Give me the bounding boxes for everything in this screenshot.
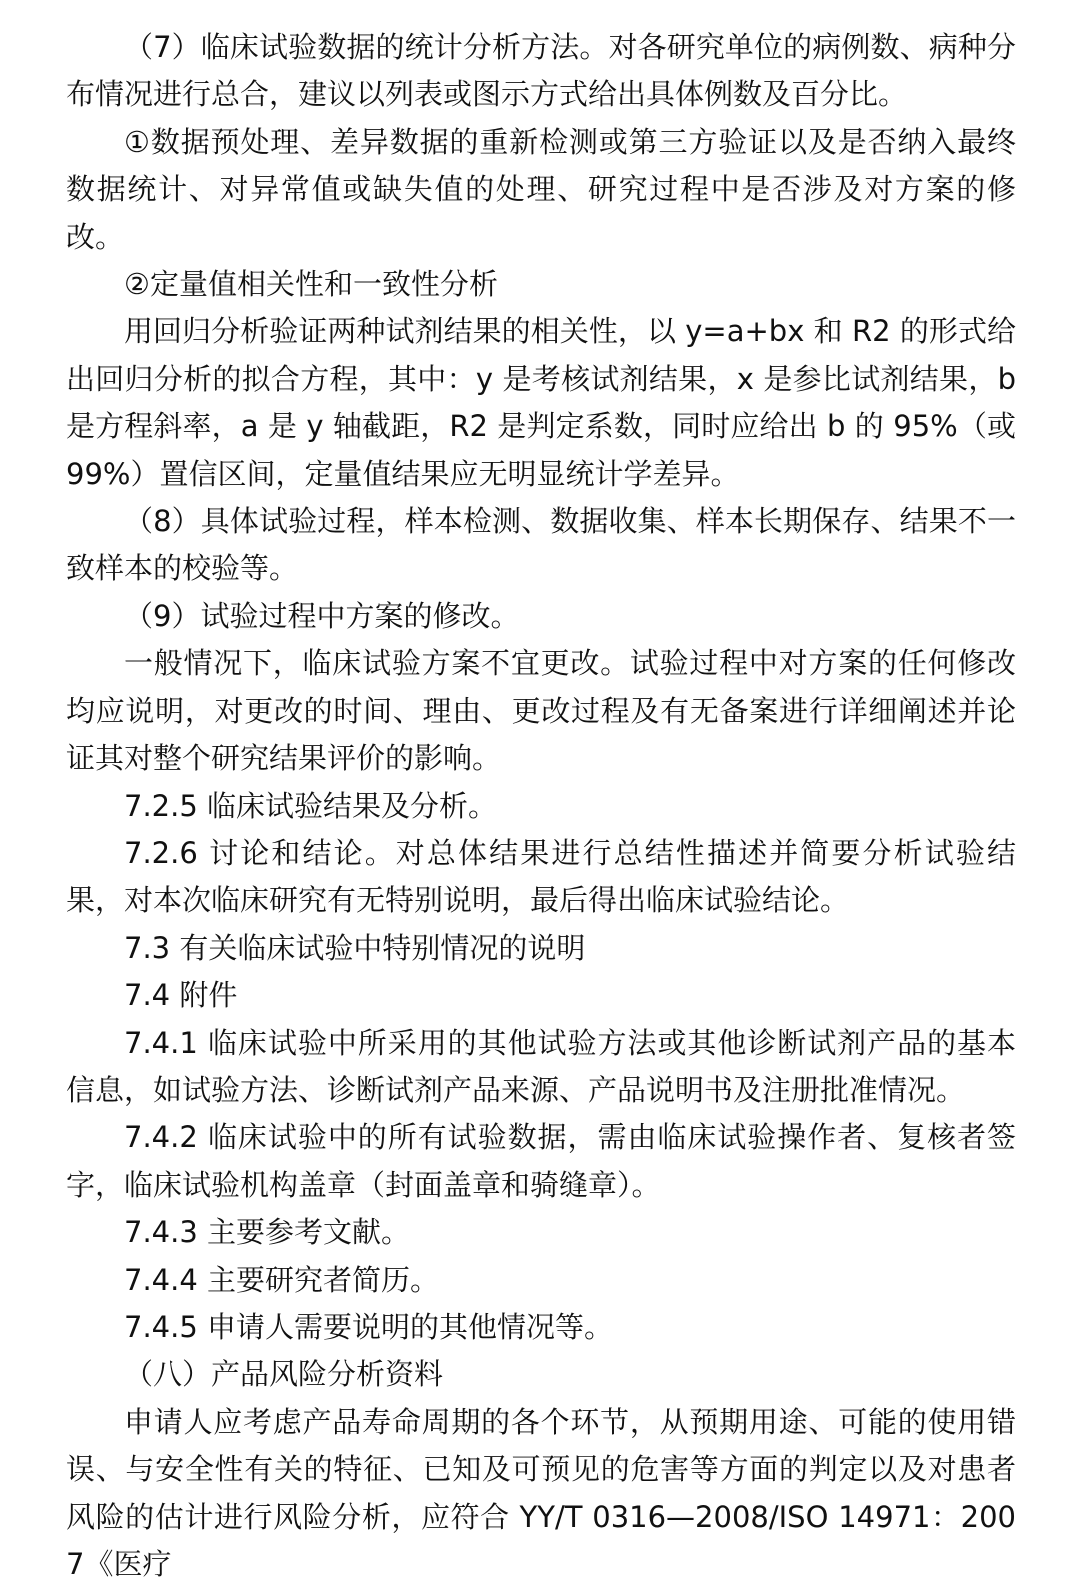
paragraph-section-7-4-3: 7.4.3 主要参考文献。 bbox=[124, 1215, 411, 1250]
paragraph-test-process: （8）具体试验过程，样本检测、数据收集、样本长期保存、结果不一致样本的校验等。 bbox=[66, 504, 1016, 586]
paragraph-section-7-2-5: 7.2.5 临床试验结果及分析。 bbox=[124, 788, 498, 823]
paragraph-correlation-heading: ②定量值相关性和一致性分析 bbox=[124, 267, 498, 302]
paragraph-risk-analysis: 申请人应考虑产品寿命周期的各个环节，从预期用途、可能的使用错误、与安全性有关的特征、已知及可预见的危害等方面的判定以及对患者风险的估计进行风险分析，应符合 YY/T 0316—2008/ISO 14971：2007《医疗 bbox=[66, 1404, 1016, 1581]
paragraph-section-7-4-1: 7.4.1 临床试验中所采用的其他试验方法或其他诊断试剂产品的基本信息，如试验方法、诊断试剂产品来源、产品说明书及注册批准情况。 bbox=[66, 1025, 1016, 1107]
paragraph-section-7-2-6: 7.2.6 讨论和结论。对总体结果进行总结性描述并简要分析试验结果，对本次临床研究有无特别说明，最后得出临床试验结论。 bbox=[66, 835, 1016, 918]
paragraph-section-7-4-4: 7.4.4 主要研究者简历。 bbox=[124, 1262, 440, 1297]
paragraph-section-7-4-2: 7.4.2 临床试验中的所有试验数据，需由临床试验操作者、复核者签字，临床试验机构盖章（封面盖章和骑缝章）。 bbox=[66, 1120, 1016, 1202]
paragraph-section-7-3: 7.3 有关临床试验中特别情况的说明 bbox=[124, 930, 586, 965]
paragraph-section-7-4-5: 7.4.5 申请人需要说明的其他情况等。 bbox=[124, 1309, 614, 1344]
paragraph-section-7-4: 7.4 附件 bbox=[124, 978, 238, 1013]
paragraph-risk-analysis-heading: （八）产品风险分析资料 bbox=[124, 1357, 444, 1392]
paragraph-statistical-methods: （7）临床试验数据的统计分析方法。对各研究单位的病例数、病种分布情况进行总合，建议以列表或图示方式给出具体例数及百分比。 bbox=[66, 30, 1016, 112]
paragraph-data-preprocessing: ①数据预处理、差异数据的重新检测或第三方验证以及是否纳入最终数据统计、对异常值或缺失值的处理、研究过程中是否涉及对方案的修改。 bbox=[66, 124, 1016, 254]
paragraph-protocol-modification: 一般情况下，临床试验方案不宜更改。试验过程中对方案的任何修改均应说明，对更改的时间、理由、更改过程及有无备案进行详细阐述并论证其对整个研究结果评价的影响。 bbox=[66, 646, 1016, 776]
paragraph-regression-analysis: 用回归分析验证两种试剂结果的相关性，以 y=a+bx 和 R2 的形式给出回归分析的拟合方程，其中：y 是考核试剂结果，x 是参比试剂结果，b 是方程斜率，a 是 y 轴截距，R2 是判定系数，同时应给出 b 的 95%（或 99%）置信区间，定量值结果应无明显统计学差异。 bbox=[66, 314, 1016, 491]
paragraph-protocol-modification-heading: （9）试验过程中方案的修改。 bbox=[124, 598, 520, 633]
